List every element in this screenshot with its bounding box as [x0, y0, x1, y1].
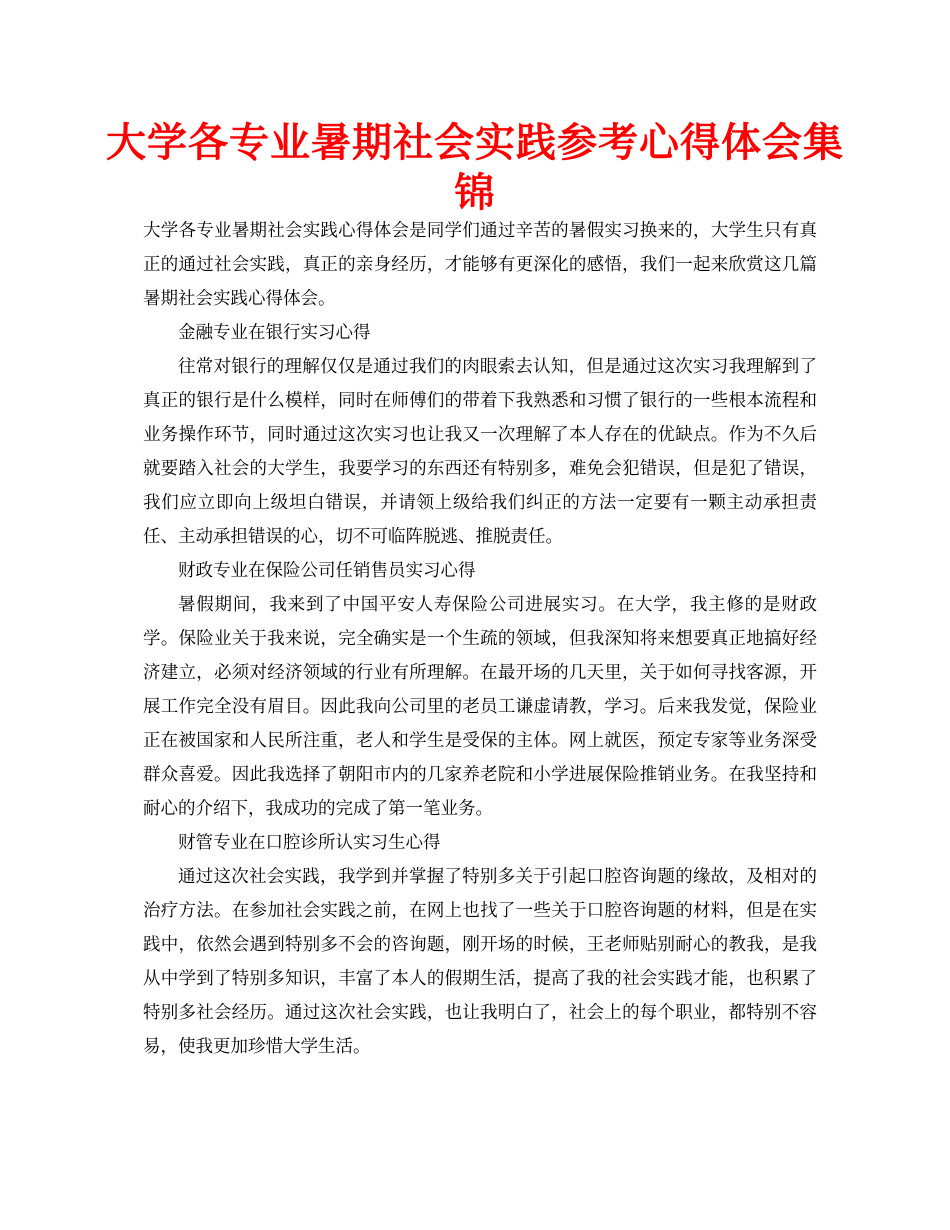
section-heading-public-finance: 财政专业在保险公司任销售员实习心得 — [178, 561, 476, 581]
section-body-public-finance: 暑假期间，我来到了中国平安人寿保险公司进展实习。在大学，我主修的是财政学。保险业关于我来说，完全确实是一个生疏的领域，但我深知将来想要真正地搞好经济建立，必须对经济领域的行业有所理解。在最开场的几天里，关于如何寻找客源，开展工作完全没有眉目。因此我向公司里的老员工谦虚请教，学习。后来我发觉，保险业正在被国家和人民所注重，老人和学生是受保的主体。网上就医，预定专家等业务深受群众喜爱。因此我选择了朝阳市内的几家养老院和小学进展保险推销业务。在我坚持和耐心的介绍下，我成功的完成了第一笔业务。 — [143, 595, 817, 819]
section-heading-finance: 金融专业在银行实习心得 — [178, 323, 371, 343]
section-body-financial-management: 通过这次社会实践，我学到并掌握了特别多关于引起口腔咨询题的缘故，及相对的治疗方法。在参加社会实践之前，在网上也找了一些关于口腔咨询题的材料，但是在实践中，依然会遇到特别多不会的咨询题，刚开场的时候，王老师贴别耐心的教我，是我从中学到了特别多知识，丰富了本人的假期生活，提高了我的社会实践才能，也积累了特别多社会经历。通过这次社会实践，也让我明白了，社会上的每个职业，都特别不容易，使我更加珍惜大学生活。 — [143, 867, 817, 1057]
document-title: 大学各专业暑期社会实践参考心得体会集锦 — [106, 120, 844, 216]
section-heading-financial-management: 财管专业在口腔诊所认实习生心得 — [178, 833, 441, 853]
document-body — [143, 214, 817, 1064]
intro-paragraph: 大学各专业暑期社会实践心得体会是同学们通过辛苦的暑假实习换来的，大学生只有真正的通过社会实践，真正的亲身经历，才能够有更深化的感悟，我们一起来欣赏这几篇暑期社会实践心得体会。 — [143, 221, 817, 309]
section-body-finance: 往常对银行的理解仅仅是通过我们的肉眼索去认知，但是通过这次实习我理解到了真正的银行是什么模样，同时在师傅们的带着下我熟悉和习惯了银行的一些根本流程和业务操作环节，同时通过这次实习也让我又一次理解了本人存在的优缺点。作为不久后就要踏入社会的大学生，我要学习的东西还有特别多，难免会犯错误，但是犯了错误，我们应立即向上级坦白错误，并请领上级给我们纠正的方法一定要有一颗主动承担责任、主动承担错误的心，切不可临阵脱逃、推脱责任。 — [143, 357, 817, 547]
